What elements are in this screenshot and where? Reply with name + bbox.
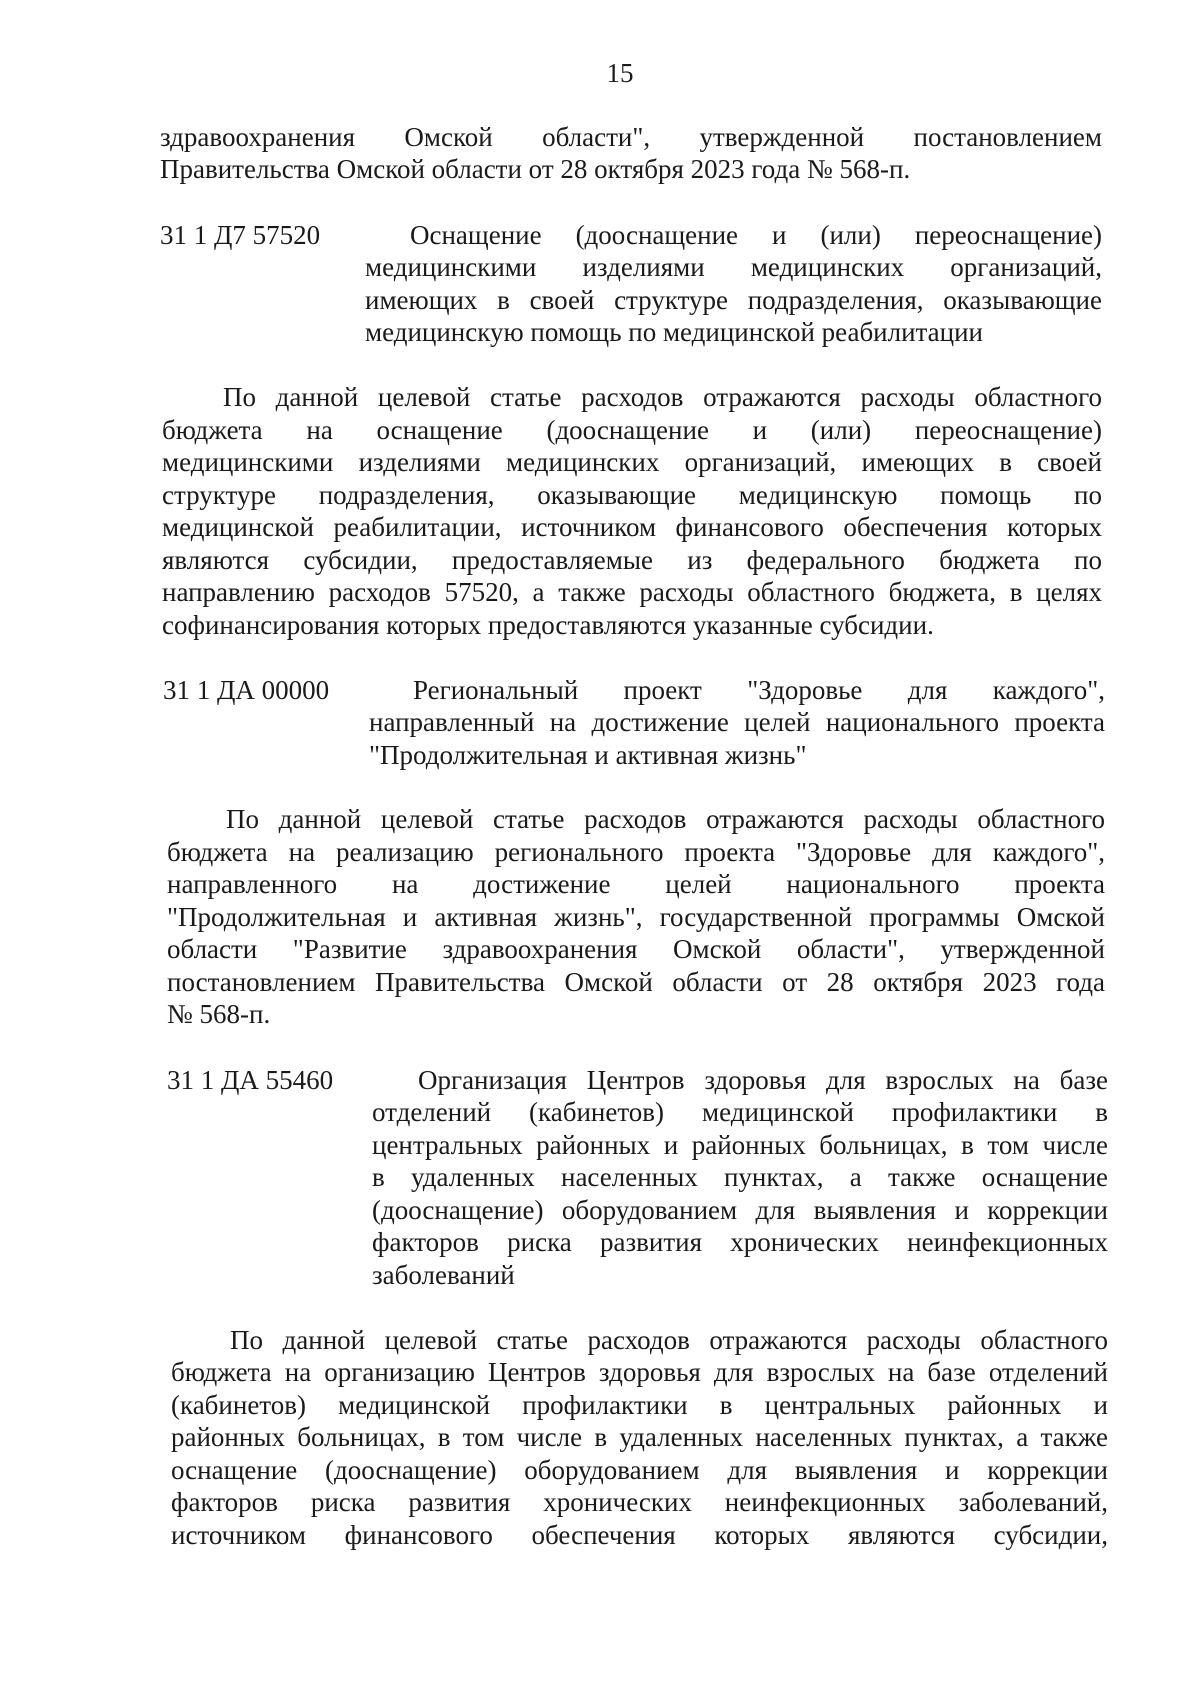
section-description-line: (кабинетов) медицинской профилактики в центральных районных и [171, 1390, 1108, 1420]
intro-line-1: здравоохранения Омской области", утвержденной постановлением [160, 122, 1102, 152]
section-description-line: оснащение (дооснащение) оборудованием для выявления и коррекции [171, 1455, 1108, 1485]
section-title-line: в удаленных населенных пунктах, а также оснащение [372, 1162, 1108, 1192]
section-title-line: Организация Центров здоровья для взрослых на базе [418, 1065, 1108, 1095]
page-number: 15 [606, 58, 634, 88]
section-title-line: заболеваний [372, 1260, 515, 1290]
section-title-line: направленный на достижение целей национального проекта [369, 707, 1105, 737]
section-description-line: районных больницах, в том числе в удаленных населенных пунктах, а также [171, 1422, 1108, 1452]
section-title-line: (дооснащение) оборудованием для выявления и коррекции [372, 1195, 1108, 1225]
section-title-line: медицинскую помощь по медицинской реабилитации [365, 317, 984, 347]
section-title-line: отделений (кабинетов) медицинской профилактики в [372, 1097, 1108, 1127]
section-description-line: По данной целевой статье расходов отражаются расходы областного [223, 382, 1102, 412]
section-description-line: структуре подразделения, оказывающие медицинскую помощь по [162, 480, 1102, 510]
section-description-line: постановлением Правительства Омской области от 28 октября 2023 года [167, 967, 1105, 997]
section-description-line: факторов риска развития хронических неинфекционных заболеваний, [171, 1487, 1108, 1517]
section-description-line: являются субсидии, предоставляемые из федерального бюджета по [162, 545, 1102, 575]
section-title-line: центральных районных и районных больницах, в том числе [372, 1130, 1108, 1160]
section-description-line: бюджета на организацию Центров здоровья для взрослых на базе отделений [171, 1357, 1108, 1387]
section-title-line: факторов риска развития хронических неинфекционных [372, 1227, 1108, 1257]
section-code: 31 1 ДА 55460 [167, 1065, 334, 1095]
section-description-line: софинансирования которых предоставляются указанные субсидии. [162, 610, 934, 640]
section-title-line: "Продолжительная и активная жизнь" [369, 740, 807, 770]
section-title-line: Оснащение (дооснащение и (или) переоснащение) [410, 220, 1102, 250]
section-description-line: По данной целевой статье расходов отражаются расходы областного [226, 804, 1105, 834]
section-description-line: области "Развитие здравоохранения Омской области", утвержденной [167, 934, 1105, 964]
section-title-line: медицинскими изделиями медицинских организаций, [365, 252, 1102, 282]
intro-line-2: Правительства Омской области от 28 октября 2023 года № 568-п. [160, 154, 911, 184]
section-description-line: бюджета на оснащение (дооснащение и (или) переоснащение) [162, 415, 1102, 445]
section-description-line: направлению расходов 57520, а также расходы областного бюджета, в целях [162, 577, 1102, 607]
section-description-line: "Продолжительная и активная жизнь", государственной программы Омской [167, 902, 1105, 932]
section-description-line: направленного на достижение целей национального проекта [167, 869, 1105, 899]
section-description-line: медицинской реабилитации, источником финансового обеспечения которых [162, 512, 1102, 542]
section-code: 31 1 ДА 00000 [163, 675, 330, 705]
section-description-line: № 568-п. [167, 999, 271, 1029]
section-description-line: источником финансового обеспечения которых являются субсидии, [171, 1520, 1108, 1550]
section-description-line: бюджета на реализацию регионального проекта "Здоровье для каждого", [167, 837, 1105, 867]
section-code: 31 1 Д7 57520 [160, 220, 321, 250]
section-description-line: медицинскими изделиями медицинских организаций, имеющих в своей [162, 447, 1102, 477]
section-title-line: имеющих в своей структуре подразделения, оказывающие [365, 285, 1102, 315]
section-title-line: Региональный проект "Здоровье для каждого", [413, 675, 1105, 705]
section-description-line: По данной целевой статье расходов отражаются расходы областного [230, 1325, 1108, 1355]
